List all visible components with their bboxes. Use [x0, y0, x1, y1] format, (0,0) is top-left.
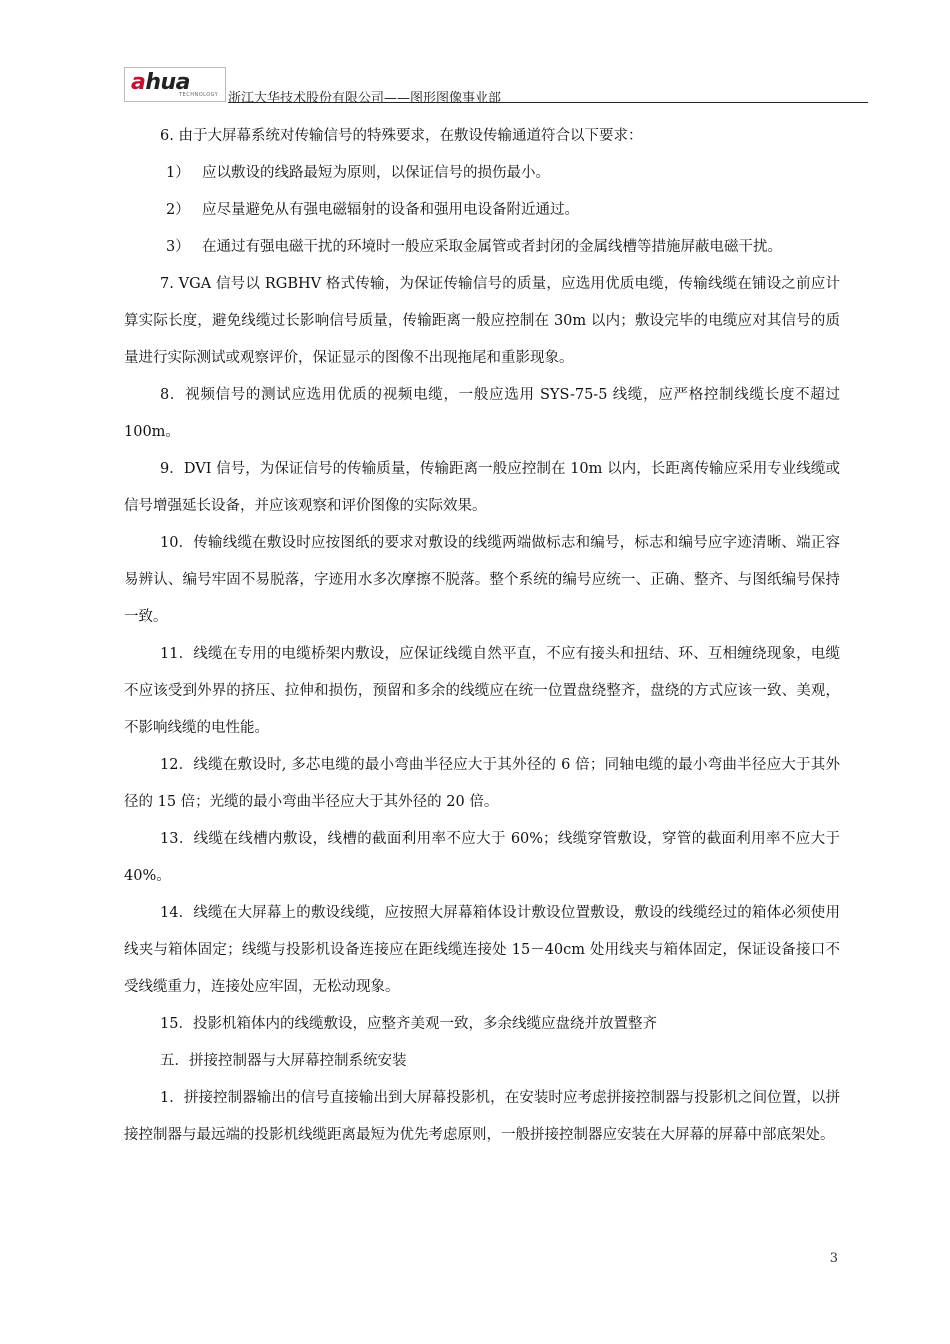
page-number: 3	[829, 1251, 838, 1266]
paragraph-7: 7. VGA 信号以 RGBHV 格式传输，为保证传输信号的质量，应选用优质电缆，传输线缆在铺设之前应计算实际长度，避免线缆过长影响信号质量，传输距离一般应控制在 30m 以内；敷设完毕的电缆应对其信号的质量进行实际测试或观察评价，保证显示的图像不出现拖尾和重影现象。	[124, 276, 840, 366]
list-item-2	[124, 192, 840, 229]
paragraph-8: 8．视频信号的测试应选用优质的视频电缆，一般应选用 SYS-75-5 线缆，应严格控制线缆长度不超过 100m。	[124, 387, 840, 440]
list-item-1	[124, 155, 840, 192]
paragraph-12: 12．线缆在敷设时, 多芯电缆的最小弯曲半径应大于其外径的 6 倍；同轴电缆的最小弯曲半径应大于其外径的 15 倍；光缆的最小弯曲半径应大于其外径的 20 倍。	[124, 757, 840, 810]
paragraph-11: 11．线缆在专用的电缆桥架内敷设，应保证线缆自然平直，不应有接头和扭结、环、互相缠绕现象，电缆不应该受到外界的挤压、拉伸和损伤，预留和多余的线缆应在统一位置盘绕整齐，盘绕的方式应该一致、美观，不影响线缆的电性能。	[124, 646, 840, 736]
paragraph-15: 15．投影机箱体内的线缆敷设，应整齐美观一致，多余线缆应盘绕并放置整齐	[160, 1016, 657, 1032]
list-text: 在通过有强电磁干扰的环境时一般应采取金属管或者封闭的金属线槽等措施屏蔽电磁干扰。	[202, 239, 782, 255]
list-number: 1）	[166, 165, 190, 181]
paragraph-9: 9．DVI 信号，为保证信号的传输质量，传输距离一般应控制在 10m 以内，长距离传输应采用专业线缆或信号增强延长设备，并应该观察和评价图像的实际效果。	[124, 461, 840, 514]
header-rule	[228, 102, 868, 103]
list-text: 应以敷设的线路最短为原则，以保证信号的损伤最小。	[202, 165, 550, 181]
header-company-name: 浙江大华技术股份有限公司——图形图像事业部	[228, 91, 502, 106]
list-number: 2）	[166, 202, 190, 218]
company-logo	[124, 67, 226, 102]
paragraph-6: 6. 由于大屏幕系统对传输信号的特殊要求，在敷设传输通道符合以下要求：	[160, 128, 643, 144]
document-body	[124, 118, 840, 1154]
logo-wordmark: ahua	[131, 70, 191, 95]
logo-subtitle: TECHNOLOGY	[179, 92, 219, 98]
list-text: 应尽量避免从有强电磁辐射的设备和强用电设备附近通过。	[202, 202, 579, 218]
page-header	[124, 67, 844, 106]
paragraph-10: 10．传输线缆在敷设时应按图纸的要求对敷设的线缆两端做标志和编号，标志和编号应字迹清晰、端正容易辨认、编号牢固不易脱落，字迹用水多次摩擦不脱落。整个系统的编号应统一、正确、整齐、与图纸编号保持一致。	[124, 535, 840, 625]
paragraph-13: 13．线缆在线槽内敷设，线槽的截面利用率不应大于 60%；线缆穿管敷设，穿管的截面利用率不应大于 40%。	[124, 831, 840, 884]
list-item-3	[124, 229, 840, 266]
list-number: 3）	[166, 239, 190, 255]
section-heading: 五．拼接控制器与大屏幕控制系统安装	[160, 1053, 407, 1069]
paragraph-14: 14．线缆在大屏幕上的敷设线缆，应按照大屏幕箱体设计敷设位置敷设，敷设的线缆经过的箱体必须使用线夹与箱体固定；线缆与投影机设备连接应在距线缆连接处 15－40cm 处用线夹与箱体固定，保证设备接口不受线缆重力，连接处应牢固，无松动现象。	[124, 905, 840, 995]
paragraph-section5-1: 1．拼接控制器输出的信号直接输出到大屏幕投影机，在安装时应考虑拼接控制器与投影机之间位置，以拼接控制器与最远端的投影机线缆距离最短为优先考虑原则，一般拼接控制器应安装在大屏幕的屏幕中部底架处。	[124, 1090, 840, 1143]
